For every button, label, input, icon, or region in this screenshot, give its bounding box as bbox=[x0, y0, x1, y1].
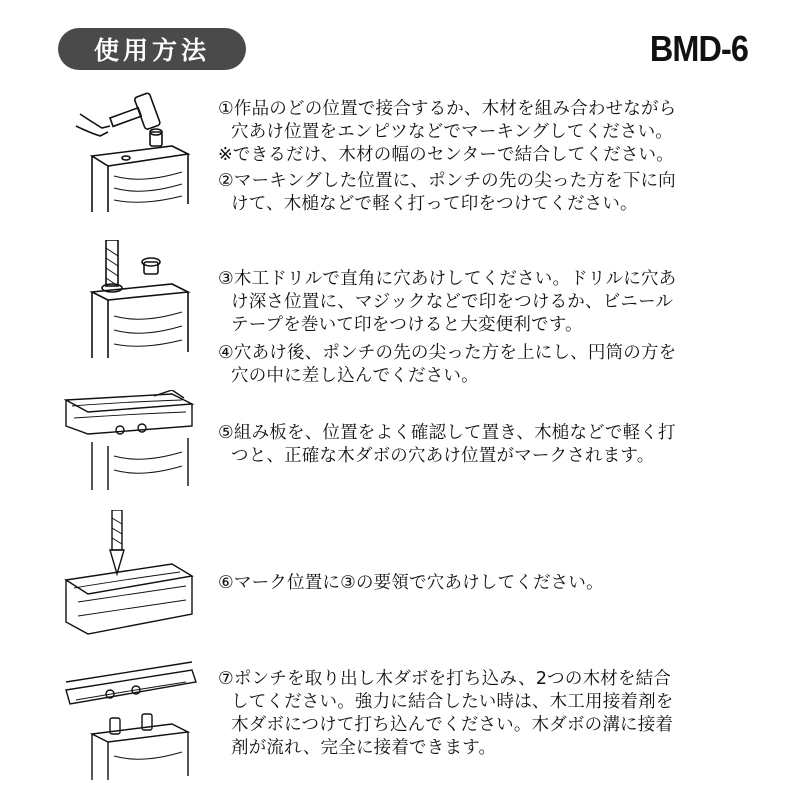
illustration-drilling bbox=[62, 240, 202, 360]
step-4-line-2: 穴の中に差し込んでください。 bbox=[231, 366, 479, 386]
step-1-note: ※できるだけ、木材の幅のセンターで結合してください。 bbox=[218, 145, 674, 165]
illustration-second-drilling bbox=[62, 510, 202, 640]
step-3 bbox=[218, 268, 778, 337]
step-3-line-1: ③木工ドリルで直角に穴あけしてください。ドリルに穴あ bbox=[218, 269, 677, 289]
step-6 bbox=[218, 572, 778, 595]
model-number: BMD-6 bbox=[649, 28, 748, 69]
step-3-line-3: テープを巻いて印をつけると大変便利です。 bbox=[231, 315, 583, 335]
step-2 bbox=[218, 170, 778, 216]
step-5-line-2: つと、正確な木ダボの穴あけ位置がマークされます。 bbox=[231, 446, 655, 466]
step-5 bbox=[218, 422, 778, 468]
step-2-line-1: ②マーキングした位置に、ポンチの先の尖った方を下に向 bbox=[218, 171, 676, 191]
section-title: 使用方法 bbox=[93, 36, 210, 65]
section-title-badge bbox=[58, 28, 246, 70]
step-7-line-3: 木ダボにつけて打ち込んでください。木ダボの溝に接着 bbox=[231, 715, 674, 735]
step-7-line-2: してください。強力に結合したい時は、木工用接着剤を bbox=[231, 692, 674, 712]
step-3-line-2: け深さ位置に、マジックなどで印をつけるか、ビニール bbox=[231, 292, 674, 312]
step-5-line-1: ⑤組み板を、位置をよく確認して置き、木槌などで軽く打 bbox=[218, 423, 676, 443]
step-7 bbox=[218, 668, 778, 760]
step-7-line-1: ⑦ポンチを取り出し木ダボを打ち込み、2つの木材を結合 bbox=[218, 669, 672, 689]
step-1 bbox=[218, 98, 778, 167]
step-7-line-4: 剤が流れ、完全に接着できます。 bbox=[231, 738, 497, 758]
step-4-line-1: ④穴あけ後、ポンチの先の尖った方を上にし、円筒の方を bbox=[218, 343, 677, 363]
step-1-line-2: 穴あけ位置をエンピツなどでマーキングしてください。 bbox=[231, 122, 673, 142]
illustration-assembly bbox=[62, 660, 202, 780]
illustration-marking-board bbox=[62, 390, 202, 490]
step-2-line-2: けて、木槌などで軽く打って印をつけてください。 bbox=[231, 194, 638, 214]
step-1-line-1: ①作品のどの位置で接合するか、木材を組み合わせながら bbox=[218, 99, 677, 119]
step-4 bbox=[218, 342, 778, 388]
step-6-line-1: ⑥マーク位置に③の要領で穴あけしてください。 bbox=[218, 573, 604, 593]
illustration-marking bbox=[62, 92, 202, 212]
